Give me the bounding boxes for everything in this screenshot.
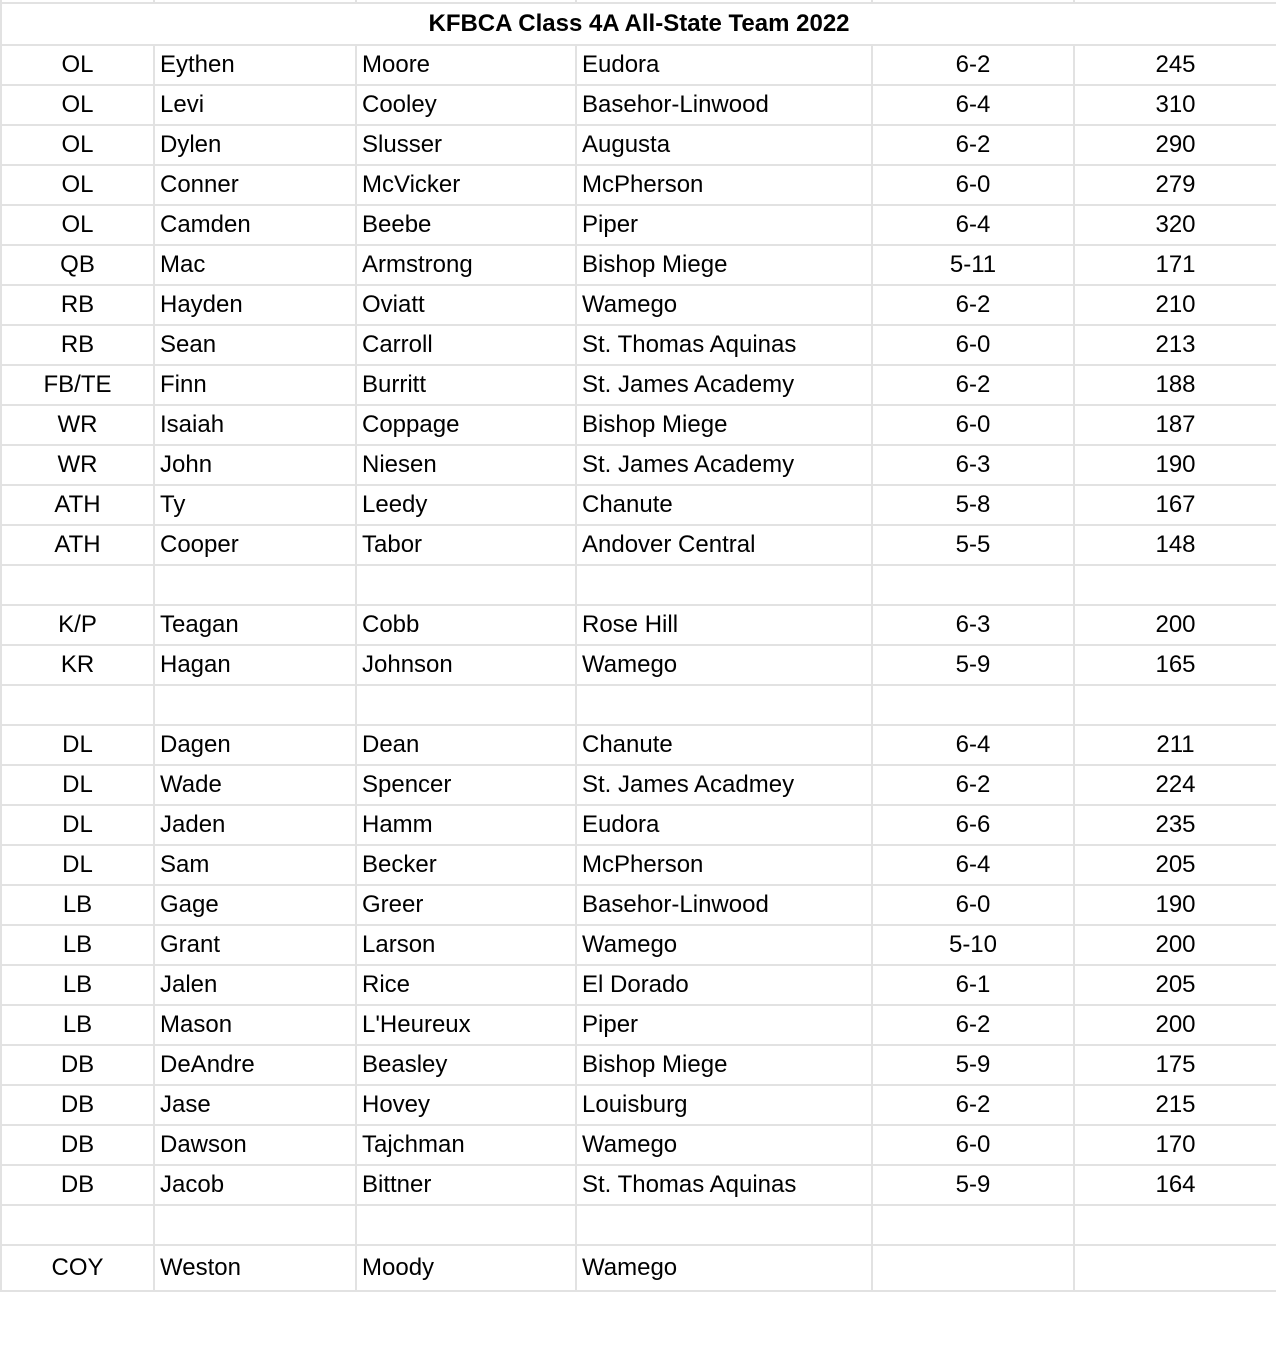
empty-cell[interactable] [1074,685,1276,725]
school-cell[interactable]: Wamego [576,285,872,325]
school-cell[interactable]: Chanute [576,485,872,525]
first-name-cell[interactable]: Wade [154,765,356,805]
height-cell[interactable]: 6-2 [872,45,1074,85]
weight-cell[interactable]: 215 [1074,1085,1276,1125]
offense-row [1,285,1276,325]
first-name-cell[interactable]: Conner [154,165,356,205]
special-teams-row [1,645,1276,685]
last-name-cell[interactable]: Johnson [356,645,576,685]
height-cell[interactable]: 5-5 [872,525,1074,565]
position-cell[interactable]: DL [1,845,154,885]
position-cell[interactable]: OL [1,85,154,125]
last-name-cell[interactable]: Spencer [356,765,576,805]
defense-row [1,765,1276,805]
weight-cell[interactable]: 187 [1074,405,1276,445]
last-name-cell[interactable]: Hamm [356,805,576,845]
weight-cell[interactable]: 205 [1074,845,1276,885]
first-name-cell[interactable]: Camden [154,205,356,245]
first-name-cell[interactable]: Jalen [154,965,356,1005]
height-cell[interactable]: 6-2 [872,1005,1074,1045]
position-cell[interactable]: DL [1,765,154,805]
weight-cell[interactable]: 290 [1074,125,1276,165]
roster-body [1,0,1276,1291]
empty-cell[interactable] [872,685,1074,725]
weight-cell[interactable]: 190 [1074,885,1276,925]
defense-row [1,725,1276,765]
empty-cell[interactable] [154,1205,356,1245]
last-name-cell[interactable]: Cooley [356,85,576,125]
title-row [1,3,1276,45]
offense-row [1,45,1276,85]
offense-row [1,525,1276,565]
empty-cell[interactable] [1,685,154,725]
height-cell[interactable]: 5-9 [872,1045,1074,1085]
position-cell[interactable]: DB [1,1085,154,1125]
height-cell[interactable]: 5-9 [872,645,1074,685]
position-cell[interactable]: DB [1,1125,154,1165]
special-teams-row [1,605,1276,645]
first-name-cell[interactable]: Sam [154,845,356,885]
offense-row [1,125,1276,165]
last-name-cell[interactable]: Tabor [356,525,576,565]
school-cell[interactable]: McPherson [576,845,872,885]
school-cell[interactable]: St. James Academy [576,445,872,485]
position-cell[interactable]: ATH [1,525,154,565]
weight-cell[interactable]: 205 [1074,965,1276,1005]
position-cell[interactable]: OL [1,125,154,165]
school-cell[interactable]: St. Thomas Aquinas [576,325,872,365]
last-name-cell[interactable]: Leedy [356,485,576,525]
height-cell[interactable]: 5-11 [872,245,1074,285]
empty-cell[interactable] [1074,565,1276,605]
school-cell[interactable]: Augusta [576,125,872,165]
school-cell[interactable]: Bishop Miege [576,405,872,445]
first-name-cell[interactable]: Hayden [154,285,356,325]
school-cell[interactable]: Bishop Miege [576,1045,872,1085]
sheet-title[interactable]: KFBCA Class 4A All-State Team 2022 [1,3,1276,45]
height-cell[interactable]: 6-4 [872,845,1074,885]
offense-row [1,445,1276,485]
position-cell[interactable]: K/P [1,605,154,645]
first-name-cell[interactable]: Ty [154,485,356,525]
last-name-cell[interactable]: Slusser [356,125,576,165]
position-cell[interactable]: DB [1,1165,154,1205]
last-name-cell[interactable]: Greer [356,885,576,925]
position-cell[interactable]: KR [1,645,154,685]
weight-cell[interactable]: 235 [1074,805,1276,845]
school-cell[interactable]: Basehor-Linwood [576,85,872,125]
empty-cell[interactable] [1,565,154,605]
last-name-cell[interactable]: Moore [356,45,576,85]
position-cell[interactable]: ATH [1,485,154,525]
school-cell[interactable]: Piper [576,205,872,245]
weight-cell[interactable]: 279 [1074,165,1276,205]
school-cell[interactable]: Wamego [576,1125,872,1165]
empty-cell[interactable] [356,565,576,605]
offense-row [1,85,1276,125]
blank-row [1,565,1276,605]
height-cell[interactable]: 6-6 [872,805,1074,845]
height-cell[interactable]: 6-4 [872,725,1074,765]
last-name-cell[interactable]: Bittner [356,1165,576,1205]
last-name-cell[interactable]: Rice [356,965,576,1005]
empty-cell[interactable] [154,565,356,605]
empty-cell[interactable] [576,1205,872,1245]
empty-cell[interactable] [1,1205,154,1245]
position-cell[interactable]: WR [1,445,154,485]
height-cell[interactable]: 6-1 [872,965,1074,1005]
defense-row [1,965,1276,1005]
weight-cell[interactable]: 213 [1074,325,1276,365]
height-cell[interactable]: 6-3 [872,605,1074,645]
position-cell[interactable]: OL [1,165,154,205]
school-cell[interactable]: Wamego [576,925,872,965]
empty-cell[interactable] [356,1205,576,1245]
height-cell[interactable]: 6-2 [872,285,1074,325]
first-name-cell[interactable]: Sean [154,325,356,365]
first-name-cell[interactable]: John [154,445,356,485]
first-name-cell[interactable]: Grant [154,925,356,965]
weight-cell[interactable]: 200 [1074,925,1276,965]
first-name-cell[interactable]: Levi [154,85,356,125]
defense-row [1,885,1276,925]
first-name-cell[interactable]: Weston [154,1245,356,1291]
last-name-cell[interactable]: Dean [356,725,576,765]
offense-row [1,245,1276,285]
defense-row [1,1085,1276,1125]
last-name-cell[interactable]: L'Heureux [356,1005,576,1045]
offense-row [1,325,1276,365]
offense-row [1,365,1276,405]
height-cell[interactable]: 6-4 [872,85,1074,125]
position-cell[interactable]: COY [1,1245,154,1291]
defense-row [1,1125,1276,1165]
height-cell[interactable]: 6-2 [872,765,1074,805]
height-cell[interactable]: 6-2 [872,365,1074,405]
weight-cell[interactable] [1074,1245,1276,1291]
first-name-cell[interactable]: Jaden [154,805,356,845]
offense-row [1,485,1276,525]
offense-row [1,405,1276,445]
position-cell[interactable]: LB [1,1005,154,1045]
empty-cell[interactable] [154,685,356,725]
last-name-cell[interactable]: Beebe [356,205,576,245]
weight-cell[interactable]: 200 [1074,605,1276,645]
position-cell[interactable]: LB [1,885,154,925]
school-cell[interactable]: McPherson [576,165,872,205]
height-cell[interactable]: 6-0 [872,165,1074,205]
last-name-cell[interactable]: Tajchman [356,1125,576,1165]
first-name-cell[interactable]: Mac [154,245,356,285]
defense-row [1,805,1276,845]
height-cell[interactable] [872,1245,1074,1291]
weight-cell[interactable]: 190 [1074,445,1276,485]
position-cell[interactable]: DL [1,805,154,845]
blank-row [1,1205,1276,1245]
coach-row [1,1245,1276,1291]
weight-cell[interactable]: 200 [1074,1005,1276,1045]
school-cell[interactable]: Wamego [576,1245,872,1291]
position-cell[interactable]: LB [1,925,154,965]
weight-cell[interactable]: 210 [1074,285,1276,325]
weight-cell[interactable]: 164 [1074,1165,1276,1205]
defense-row [1,1005,1276,1045]
first-name-cell[interactable]: Dawson [154,1125,356,1165]
last-name-cell[interactable]: Niesen [356,445,576,485]
empty-cell[interactable] [576,565,872,605]
defense-row [1,925,1276,965]
first-name-cell[interactable]: Gage [154,885,356,925]
position-cell[interactable]: DB [1,1045,154,1085]
weight-cell[interactable]: 175 [1074,1045,1276,1085]
offense-row [1,205,1276,245]
last-name-cell[interactable]: McVicker [356,165,576,205]
school-cell[interactable]: Wamego [576,645,872,685]
weight-cell[interactable]: 211 [1074,725,1276,765]
position-cell[interactable]: RB [1,285,154,325]
last-name-cell[interactable]: Oviatt [356,285,576,325]
school-cell[interactable]: Chanute [576,725,872,765]
weight-cell[interactable]: 188 [1074,365,1276,405]
height-cell[interactable]: 6-0 [872,885,1074,925]
empty-cell[interactable] [576,685,872,725]
first-name-cell[interactable]: Finn [154,365,356,405]
height-cell[interactable]: 6-4 [872,205,1074,245]
height-cell[interactable]: 6-3 [872,445,1074,485]
school-cell[interactable]: Louisburg [576,1085,872,1125]
school-cell[interactable]: Bishop Miege [576,245,872,285]
position-cell[interactable]: WR [1,405,154,445]
position-cell[interactable]: RB [1,325,154,365]
school-cell[interactable]: Piper [576,1005,872,1045]
first-name-cell[interactable]: Isaiah [154,405,356,445]
first-name-cell[interactable]: Mason [154,1005,356,1045]
defense-row [1,1045,1276,1085]
first-name-cell[interactable]: Jase [154,1085,356,1125]
height-cell[interactable]: 6-0 [872,1125,1074,1165]
first-name-cell[interactable]: Dylen [154,125,356,165]
school-cell[interactable]: St. James Acadmey [576,765,872,805]
last-name-cell[interactable]: Armstrong [356,245,576,285]
empty-cell[interactable] [356,685,576,725]
offense-row [1,165,1276,205]
first-name-cell[interactable]: Teagan [154,605,356,645]
first-name-cell[interactable]: Dagen [154,725,356,765]
school-cell[interactable]: Andover Central [576,525,872,565]
defense-row [1,845,1276,885]
first-name-cell[interactable]: DeAndre [154,1045,356,1085]
weight-cell[interactable]: 170 [1074,1125,1276,1165]
weight-cell[interactable]: 167 [1074,485,1276,525]
height-cell[interactable]: 6-0 [872,325,1074,365]
position-cell[interactable]: OL [1,45,154,85]
position-cell[interactable]: DL [1,725,154,765]
last-name-cell[interactable]: Moody [356,1245,576,1291]
last-name-cell[interactable]: Becker [356,845,576,885]
last-name-cell[interactable]: Beasley [356,1045,576,1085]
weight-cell[interactable]: 310 [1074,85,1276,125]
last-name-cell[interactable]: Burritt [356,365,576,405]
school-cell[interactable]: Eudora [576,45,872,85]
school-cell[interactable]: El Dorado [576,965,872,1005]
first-name-cell[interactable]: Cooper [154,525,356,565]
last-name-cell[interactable]: Carroll [356,325,576,365]
weight-cell[interactable]: 224 [1074,765,1276,805]
height-cell[interactable]: 6-2 [872,125,1074,165]
height-cell[interactable]: 5-9 [872,1165,1074,1205]
defense-row [1,1165,1276,1205]
empty-cell[interactable] [1074,1205,1276,1245]
last-name-cell[interactable]: Larson [356,925,576,965]
height-cell[interactable]: 6-0 [872,405,1074,445]
school-cell[interactable]: St. Thomas Aquinas [576,1165,872,1205]
school-cell[interactable]: St. James Academy [576,365,872,405]
school-cell[interactable]: Eudora [576,805,872,845]
height-cell[interactable]: 5-8 [872,485,1074,525]
weight-cell[interactable]: 165 [1074,645,1276,685]
weight-cell[interactable]: 148 [1074,525,1276,565]
blank-row [1,685,1276,725]
position-cell[interactable]: OL [1,205,154,245]
empty-cell[interactable] [872,1205,1074,1245]
first-name-cell[interactable]: Eythen [154,45,356,85]
school-cell[interactable]: Basehor-Linwood [576,885,872,925]
last-name-cell[interactable]: Cobb [356,605,576,645]
first-name-cell[interactable]: Jacob [154,1165,356,1205]
empty-cell[interactable] [872,565,1074,605]
position-cell[interactable]: LB [1,965,154,1005]
height-cell[interactable]: 6-2 [872,1085,1074,1125]
height-cell[interactable]: 5-10 [872,925,1074,965]
weight-cell[interactable]: 320 [1074,205,1276,245]
weight-cell[interactable]: 245 [1074,45,1276,85]
first-name-cell[interactable]: Hagan [154,645,356,685]
weight-cell[interactable]: 171 [1074,245,1276,285]
last-name-cell[interactable]: Hovey [356,1085,576,1125]
position-cell[interactable]: QB [1,245,154,285]
position-cell[interactable]: FB/TE [1,365,154,405]
school-cell[interactable]: Rose Hill [576,605,872,645]
last-name-cell[interactable]: Coppage [356,405,576,445]
